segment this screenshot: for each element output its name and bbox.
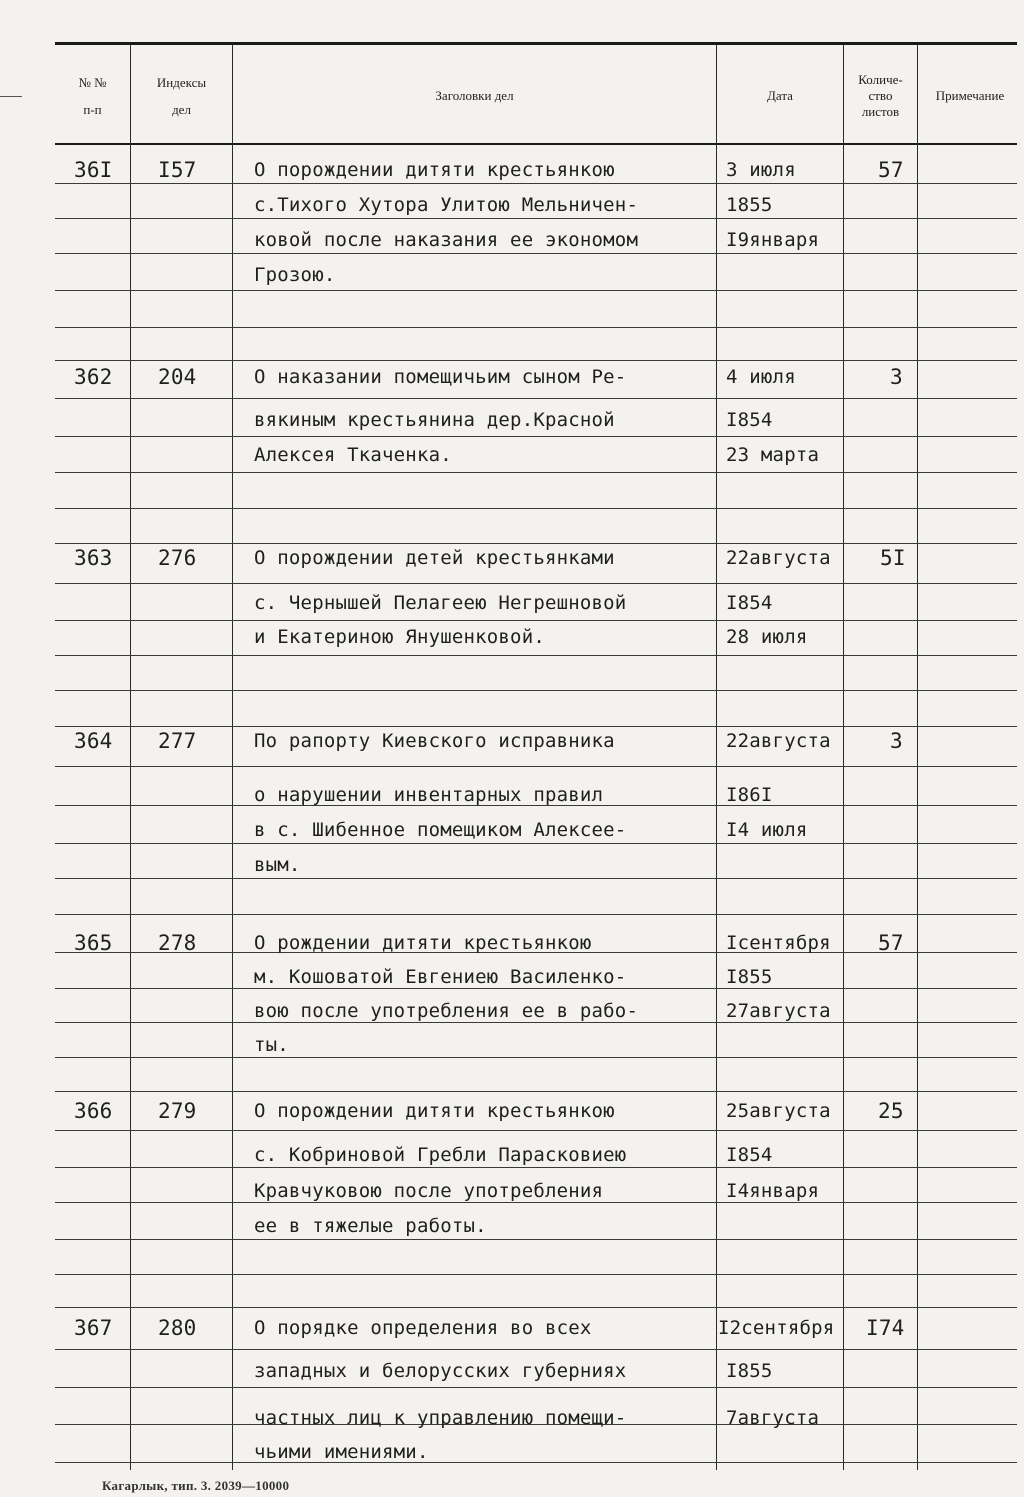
table-top-rule [55,42,1017,45]
rule-line [55,914,1017,915]
row-title-line: О порождении детей крестьянками [254,547,615,569]
row-num: 362 [74,365,113,389]
column-divider [130,45,131,1470]
row-index: 280 [158,1316,197,1340]
header-index-line2: дел [172,101,191,117]
row-title-line: м. Кошоватой Евгениею Василенко- [254,966,627,988]
row-num: 363 [74,546,113,570]
row-title-line: с. Чернышей Пелагеею Негрешновой [254,592,627,614]
row-date-line: I9января [726,229,820,251]
rule-line [55,1462,1017,1463]
margin-mark [0,96,22,97]
rule-line [55,766,1017,767]
row-title-line: По рапорту Киевского исправника [254,730,615,752]
row-date-line: I855 [726,1360,773,1382]
row-date-line: I2сентября [718,1317,835,1339]
row-title-line: западных и белорусских губерниях [254,1360,627,1382]
header-num [55,48,130,143]
header-note-text: Примечание [935,88,1005,103]
rule-line [55,398,1017,399]
row-date-line: 4 июля [726,366,796,388]
row-title-line: О рождении дитяти крестьянкою [254,932,592,954]
rule-line [55,1130,1017,1131]
rule-line [55,1274,1017,1275]
header-sheets-line3: листов [861,103,900,119]
row-title-line: частных лиц к управлению помещи- [254,1407,627,1429]
column-divider [843,45,844,1470]
row-title-line: Алексея Ткаченка. [254,444,452,466]
row-sheets: 3 [890,365,903,389]
rule-line [55,1057,1017,1058]
row-num: 365 [74,931,113,955]
rule-line [55,1239,1017,1240]
header-sheets-line2: ство [868,87,893,103]
row-index: 278 [158,931,197,955]
rule-line [55,472,1017,473]
header-sheets-line1: Количе- [858,71,903,87]
header-date [717,48,843,143]
rule-line [55,1307,1017,1308]
row-date-line: I855 [726,966,773,988]
row-title-line: О порождении дитяти крестьянкою [254,1100,615,1122]
row-date-line: 23 марта [726,444,820,466]
header-title [233,48,716,143]
row-sheets: 5I [880,546,906,570]
row-title-line: О порядке определения во всех [254,1317,592,1339]
row-num: 36I [74,158,113,182]
header-title-text: Заголовки дел [435,88,514,103]
column-divider [232,45,233,1470]
header-date-text: Дата [767,88,793,103]
row-sheets: 57 [878,158,904,182]
header-index [131,48,232,143]
row-title-line: с.Тихого Хутора Улитою Мельничен- [254,194,639,216]
table-header-rule [55,143,1017,145]
header-sheets [844,48,917,143]
rule-line [55,878,1017,879]
row-date-line: I854 [726,409,773,431]
row-title-line: и Екатериною Янушенковой. [254,626,545,648]
rule-line [55,655,1017,656]
column-divider [716,45,717,1470]
row-index: 204 [158,365,197,389]
row-date-line: 3 июля [726,159,796,181]
rule-line [55,327,1017,328]
row-index: 276 [158,546,197,570]
row-title-line: О порождении дитяти крестьянкою [254,159,615,181]
row-num: 364 [74,729,113,753]
row-date-line: 28 июля [726,626,808,648]
row-num: 367 [74,1316,113,1340]
rule-line [55,360,1017,361]
row-title-line: ты. [254,1034,289,1056]
row-index: I57 [158,158,197,182]
row-title-line: О наказании помещичьим сыном Ре- [254,366,627,388]
row-sheets: 3 [890,729,903,753]
header-num-line2: п-п [83,101,102,117]
row-title-line: о нарушении инвентарных правил [254,784,604,806]
row-title-line: с. Кобриновой Гребли Парасковиею [254,1144,627,1166]
row-date-line: 7августа [726,1407,820,1429]
row-num: 366 [74,1099,113,1123]
row-date-line: 27августа [726,1000,831,1022]
row-title-line: вым. [254,854,301,876]
row-sheets: 25 [878,1099,904,1123]
row-date-line: I4января [726,1180,820,1202]
row-date-line: 1855 [726,194,773,216]
row-date-line: I4 июля [726,819,808,841]
rule-line [55,1091,1017,1092]
header-index-line1: Индексы [156,74,207,90]
row-date-line: I854 [726,592,773,614]
rule-line [55,508,1017,509]
row-sheets: 57 [878,931,904,955]
row-title-line: ковой после наказания ее экономом [254,229,639,251]
rule-line [55,1349,1017,1350]
row-date-line: Iсентября [726,932,831,954]
row-date-line: 25августа [726,1100,831,1122]
row-title-line: вякиным крестьянина дер.Красной [254,409,615,431]
printer-imprint: Кагарлык, тип. 3. 2039—10000 [102,1478,290,1493]
header-note [918,48,1022,143]
rule-line [55,583,1017,584]
row-index: 277 [158,729,197,753]
row-title-line: в с. Шибенное помещиком Алексее- [254,819,627,841]
rule-line [55,1387,1017,1388]
row-sheets: I74 [866,1316,905,1340]
rule-line [55,290,1017,291]
row-date-line: I86I [726,784,773,806]
row-title-line: чьими имениями. [254,1441,429,1463]
column-divider [917,45,918,1470]
rule-line [55,436,1017,437]
rule-line [55,620,1017,621]
row-date-line: 22августа [726,547,831,569]
header-num-line1: № № [78,74,107,90]
row-title-line: вою после употребления ее в рабо- [254,1000,639,1022]
row-date-line: I854 [726,1144,773,1166]
rule-line [55,690,1017,691]
row-title-line: ее в тяжелые работы. [254,1215,487,1237]
row-index: 279 [158,1099,197,1123]
row-title-line: Грозою. [254,264,336,286]
row-date-line: 22августа [726,730,831,752]
row-title-line: Кравчуковою после употребления [254,1180,604,1202]
